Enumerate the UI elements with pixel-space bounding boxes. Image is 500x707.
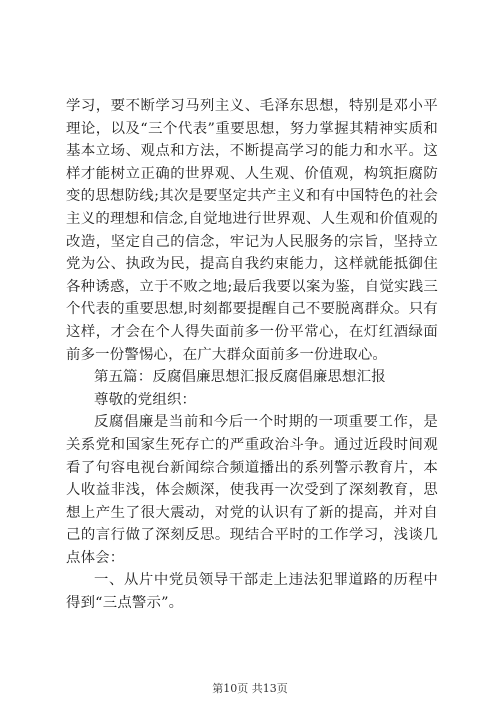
paragraph-continued-text: 学习，要不断学习马列主义、毛泽东思想，特别是邓小平理论，以及“三个代表”重要思想，努力掌握其精神实质和基本立场、观点和方法，不断提高学习的能力和水平。这样才能树立正确的世界观、人生观、价值观，构筑拒腐防变的思想防线;其次是要坚定共产主义和有中国特色的社会主义的理想和信念,自觉地进行世界观、人生观和价值观的改造，坚定自己的信念，牢记为人民服务的宗旨，坚持立党为公、执政为民，提高自我约束能力，这样就能抵御住各种诱惑，立于不败之地;最后我要以案为鉴，自觉实践三个代表的重要思想,时刻都要提醒自己不要脱离群众。只有这样，才会在个人得失面前多一份平常心，在灯红酒绿面前多一份警惕心，在广大群众面前多一份进取心。 <box>66 98 438 363</box>
section-heading: 第五篇：反腐倡廉思想汇报反腐倡廉思想汇报 <box>94 369 386 386</box>
page-number-footer: 第10页 共13页 <box>212 682 288 695</box>
salutation: 尊敬的党组织： <box>94 391 197 408</box>
paragraph-point-one: 一、从片中党员领导干部走上违法犯罪道路的历程中得到“三点警示”。 <box>66 572 438 612</box>
paragraph-intro: 反腐倡廉是当前和今后一个时期的一项重要工作，是关系党和国家生死存亡的严重政治斗争。通过近段时间观看了句容电视台新闻综合频道播出的系列警示教育片，本人收益非浅，体会颇深，使我再一次受到了深刻教育，思想上产生了很大震动，对党的认识有了新的提高，并对自己的言行做了深刻反思。现结合平时的工作学习，浅谈几点体会： <box>66 414 438 566</box>
document-body <box>66 95 438 615</box>
